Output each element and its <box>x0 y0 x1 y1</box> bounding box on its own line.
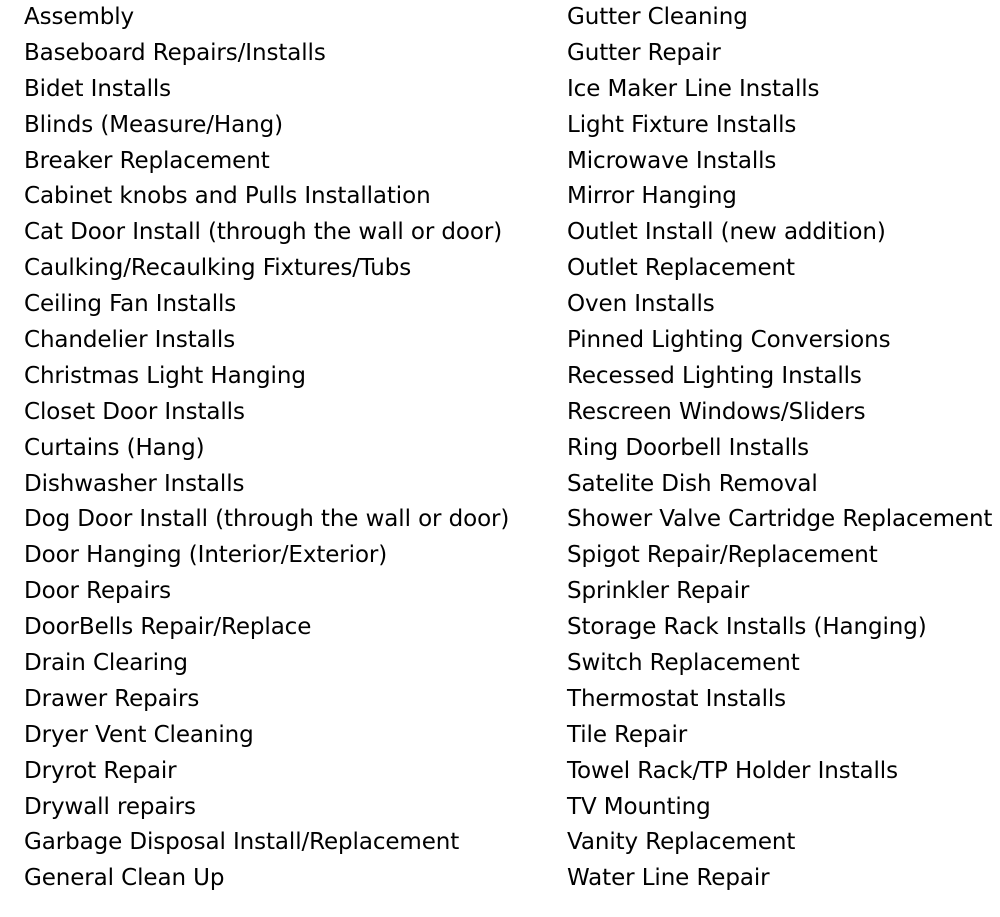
service-item: Drain Clearing <box>24 650 188 677</box>
service-item: Vanity Replacement <box>567 829 796 856</box>
service-item: Shower Valve Cartridge Replacement <box>567 506 993 533</box>
service-item: Ring Doorbell Installs <box>567 434 810 461</box>
service-item: Water Line Repair <box>567 865 770 892</box>
service-item: Sprinkler Repair <box>567 578 750 605</box>
service-item: Oven Installs <box>567 291 715 318</box>
service-item: Dryrot Repair <box>24 757 177 784</box>
service-item: Closet Door Installs <box>24 398 245 425</box>
service-item: Recessed Lighting Installs <box>567 362 862 389</box>
services-column-left <box>24 0 554 897</box>
service-item: Outlet Install (new addition) <box>567 219 886 246</box>
service-item: Chandelier Installs <box>24 327 236 354</box>
service-item: Drywall repairs <box>24 793 196 820</box>
service-item: Garbage Disposal Install/Replacement <box>24 829 460 856</box>
service-item: TV Mounting <box>567 793 711 820</box>
service-item: Breaker Replacement <box>24 147 270 174</box>
service-item: Satelite Dish Removal <box>567 470 818 497</box>
service-item: Door Repairs <box>24 578 172 605</box>
service-item: General Clean Up <box>24 865 225 892</box>
service-item: Cat Door Install (through the wall or door) <box>24 219 503 246</box>
service-item: Baseboard Repairs/Installs <box>24 39 326 66</box>
service-item: Caulking/Recaulking Fixtures/Tubs <box>24 255 412 282</box>
service-item: Curtains (Hang) <box>24 434 205 461</box>
service-item: Dishwasher Installs <box>24 470 245 497</box>
service-item: Switch Replacement <box>567 650 800 677</box>
service-item: Bidet Installs <box>24 75 172 102</box>
service-item: Microwave Installs <box>567 147 777 174</box>
service-item: Mirror Hanging <box>567 183 737 210</box>
service-item: Ice Maker Line Installs <box>567 75 820 102</box>
service-item: Blinds (Measure/Hang) <box>24 111 283 138</box>
service-item: Thermostat Installs <box>567 685 787 712</box>
service-item: Light Fixture Installs <box>567 111 797 138</box>
service-item: Storage Rack Installs (Hanging) <box>567 614 927 641</box>
service-item: Ceiling Fan Installs <box>24 291 237 318</box>
service-item: Gutter Repair <box>567 39 721 66</box>
service-item: Dryer Vent Cleaning <box>24 721 254 748</box>
service-item: Spigot Repair/Replacement <box>567 542 878 569</box>
service-item: Dog Door Install (through the wall or door) <box>24 506 510 533</box>
service-item: Outlet Replacement <box>567 255 795 282</box>
service-item: Tile Repair <box>567 721 688 748</box>
service-item: DoorBells Repair/Replace <box>24 614 312 641</box>
service-item: Door Hanging (Interior/Exterior) <box>24 542 388 569</box>
service-item: Christmas Light Hanging <box>24 362 306 389</box>
service-item: Towel Rack/TP Holder Installs <box>567 757 898 784</box>
service-item: Drawer Repairs <box>24 685 200 712</box>
service-item: Rescreen Windows/Sliders <box>567 398 866 425</box>
service-item: Cabinet knobs and Pulls Installation <box>24 183 431 210</box>
service-item: Gutter Cleaning <box>567 4 748 30</box>
service-item: Pinned Lighting Conversions <box>567 327 891 354</box>
service-item: Assembly <box>24 4 135 30</box>
services-column-right <box>567 0 1000 897</box>
